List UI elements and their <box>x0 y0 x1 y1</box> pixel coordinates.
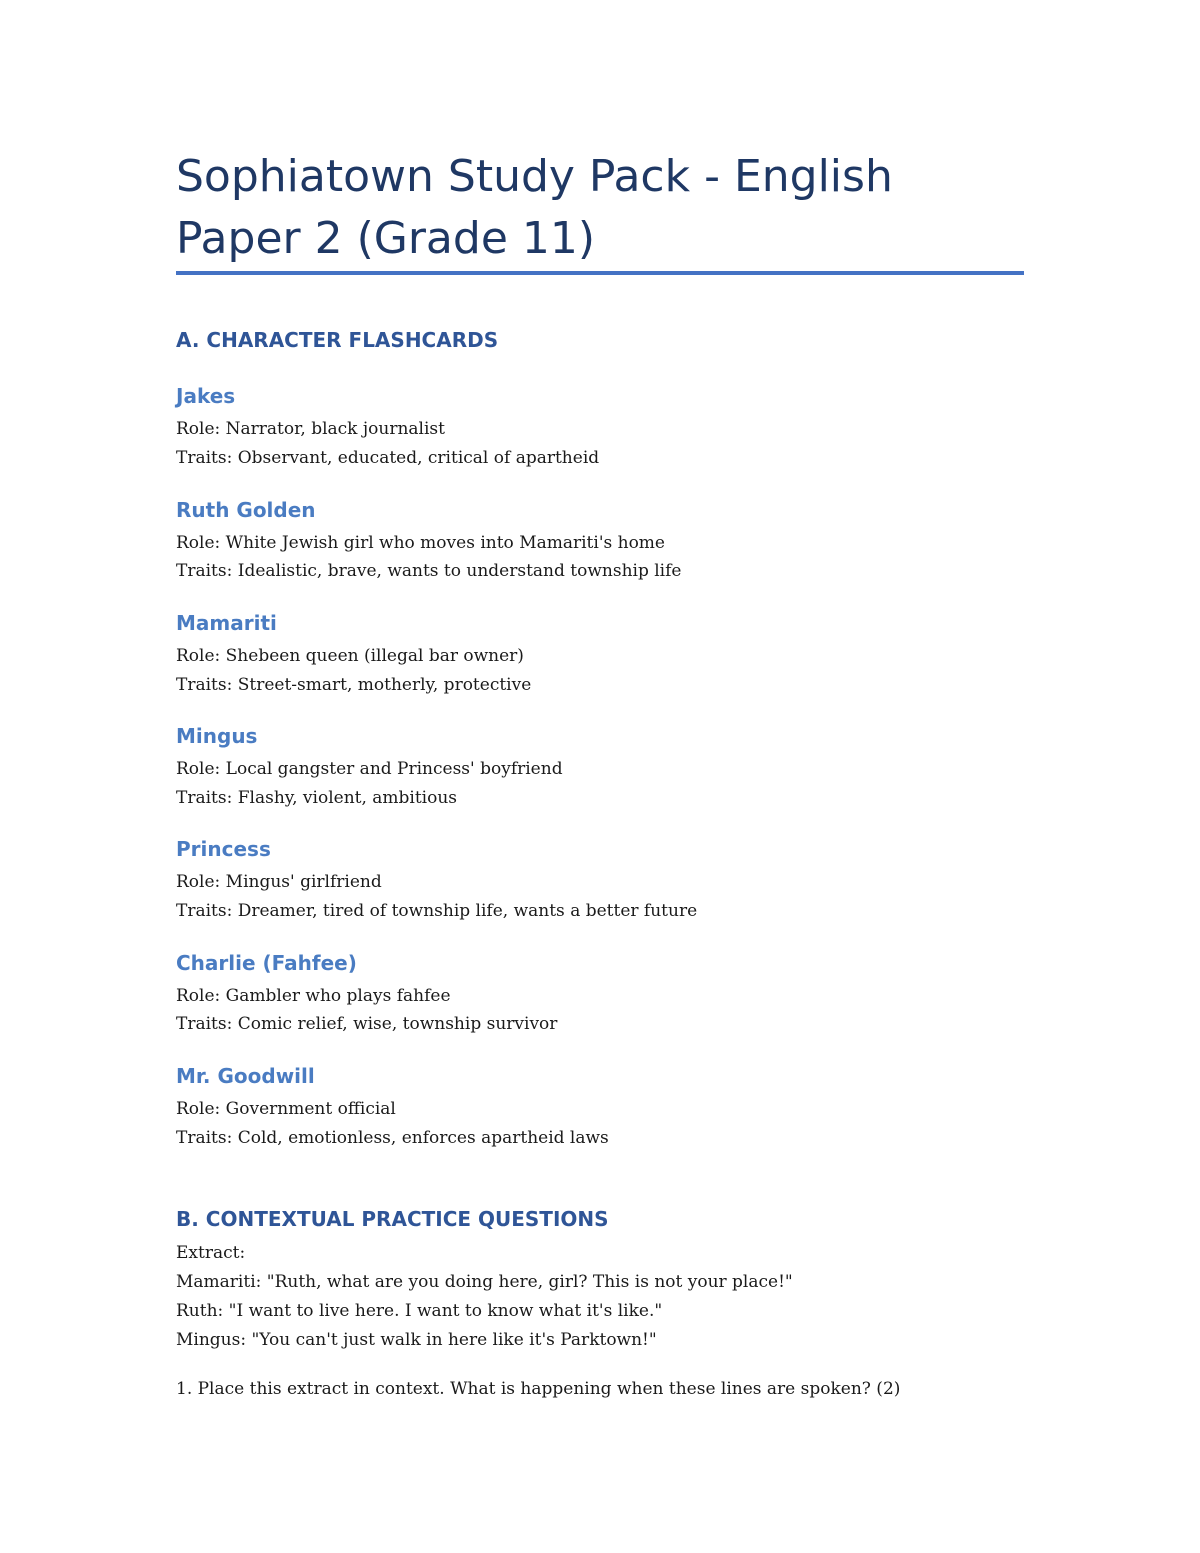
extract-line: Mingus: "You can't just walk in here like it's Parktown!" <box>176 1330 657 1350</box>
question-1: 1. Place this extract in context. What is happening when these lines are spoken? (2) <box>176 1379 901 1399</box>
character-name: Ruth Golden <box>176 498 316 522</box>
character-traits: Traits: Street-smart, motherly, protective <box>176 675 532 695</box>
character-role: Role: Local gangster and Princess' boyfriend <box>176 759 563 779</box>
character-traits: Traits: Cold, emotionless, enforces apartheid laws <box>176 1128 609 1148</box>
character-name: Mingus <box>176 724 258 748</box>
character-role: Role: Mingus' girlfriend <box>176 872 382 892</box>
character-name: Charlie (Fahfee) <box>176 951 357 975</box>
character-traits: Traits: Flashy, violent, ambitious <box>176 788 458 808</box>
character-traits: Traits: Observant, educated, critical of apartheid <box>176 448 600 468</box>
character-role: Role: Shebeen queen (illegal bar owner) <box>176 646 524 666</box>
character-traits: Traits: Dreamer, tired of township life, wants a better future <box>176 901 698 921</box>
section-b-heading: B. CONTEXTUAL PRACTICE QUESTIONS <box>176 1207 609 1231</box>
character-role: Role: Government official <box>176 1099 396 1119</box>
section-a-heading: A. CHARACTER FLASHCARDS <box>176 328 499 352</box>
character-name: Mamariti <box>176 611 277 635</box>
extract-line: Mamariti: "Ruth, what are you doing here, girl? This is not your place!" <box>176 1272 793 1292</box>
extract-label: Extract: <box>176 1243 246 1263</box>
character-name: Mr. Goodwill <box>176 1064 315 1088</box>
character-traits: Traits: Idealistic, brave, wants to understand township life <box>176 561 682 581</box>
character-role: Role: Gambler who plays fahfee <box>176 986 451 1006</box>
character-name: Princess <box>176 837 271 861</box>
character-role: Role: Narrator, black journalist <box>176 419 445 439</box>
title-underline <box>176 271 1024 275</box>
extract-line: Ruth: "I want to live here. I want to know what it's like." <box>176 1301 663 1321</box>
character-traits: Traits: Comic relief, wise, township survivor <box>176 1014 558 1034</box>
document-title: Sophiatown Study Pack - English Paper 2 (Grade 11) <box>176 151 893 264</box>
character-name: Jakes <box>176 384 236 408</box>
character-role: Role: White Jewish girl who moves into Mamariti's home <box>176 533 665 553</box>
